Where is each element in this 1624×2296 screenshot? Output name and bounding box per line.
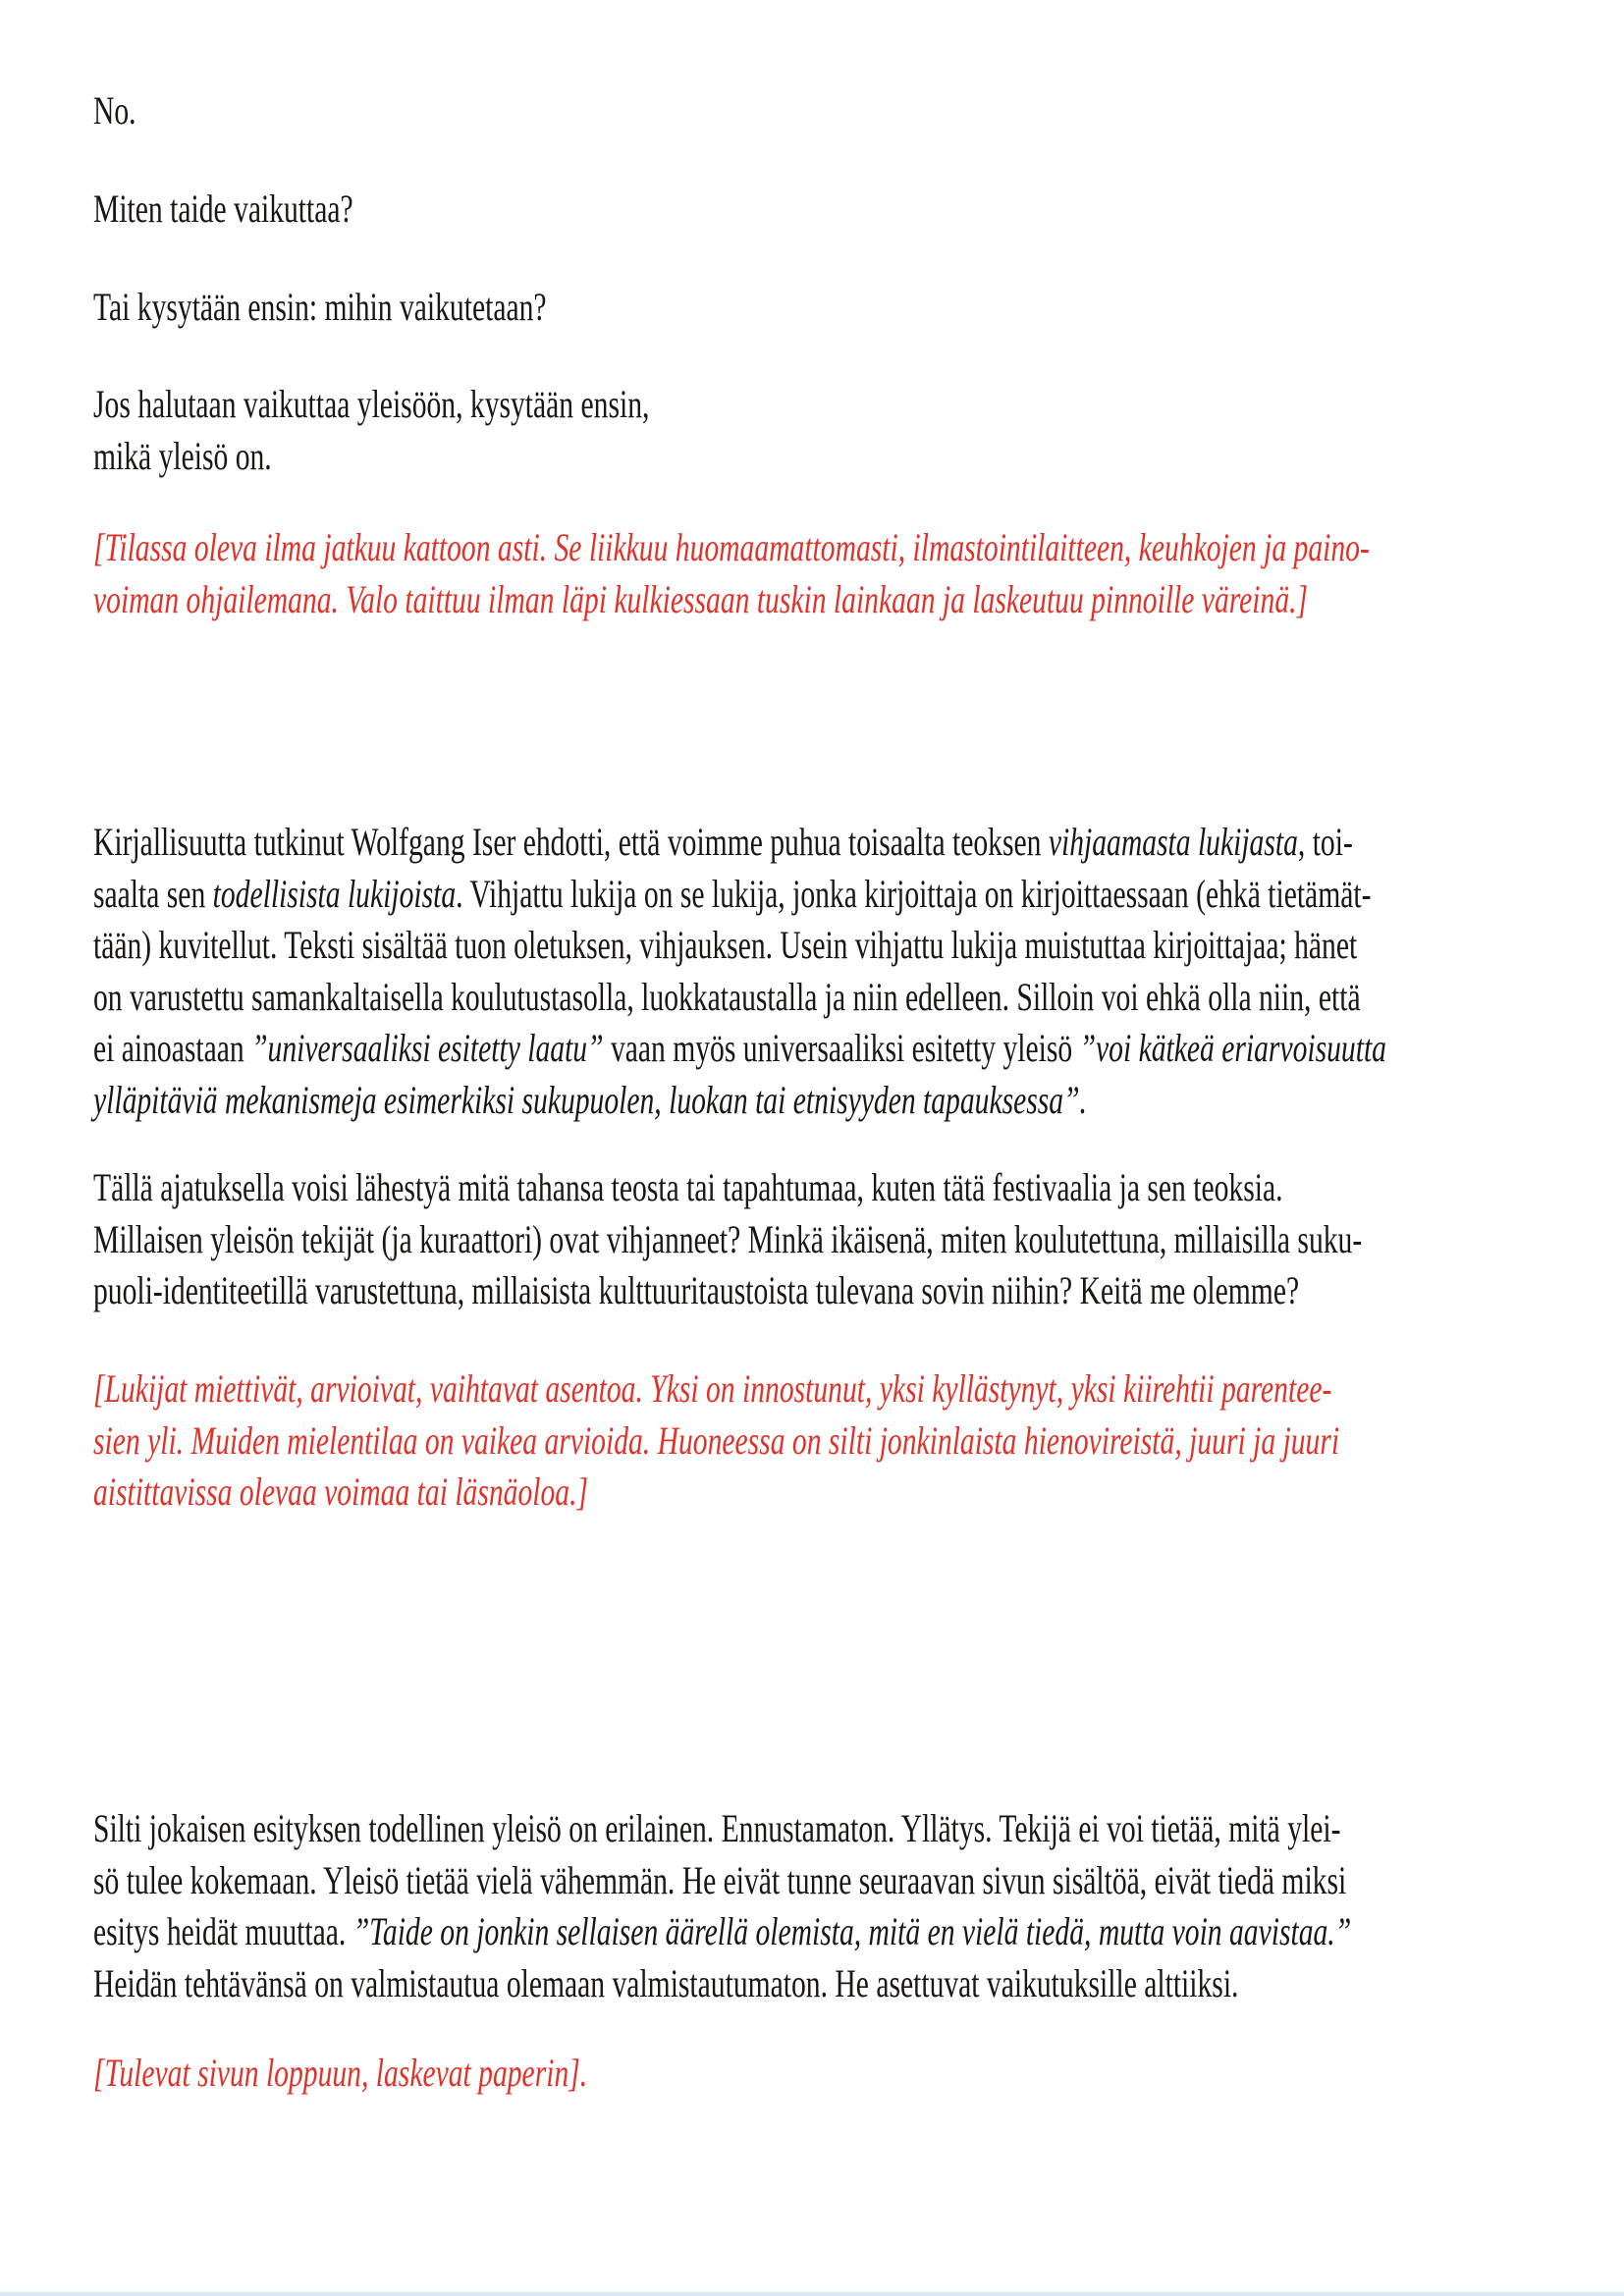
emphasized-text-run: sien yli. Muiden mielentilaa on vaikea arvioida. Huoneessa on silti jonkinlaista hienovireistä, juuri ja juuri: [93, 1417, 1340, 1463]
text-run: Millaisen yleisön tekijät (ja kuraattori) ovat vihjanneet? Minkä ikäisenä, miten koulutettuna, millaisilla suku-: [93, 1216, 1363, 1261]
text-run: Tai kysytään ensin: mihin vaikutetaan?: [93, 285, 547, 329]
text-run: No.: [93, 88, 136, 133]
text-run: saalta sen: [93, 871, 213, 916]
text-run: on varustettu samankaltaisella koulutustasolla, luokkataustalla ja niin edelleen. Silloin voi ehkä olla niin, että: [93, 974, 1361, 1019]
text-line: [93, 184, 353, 236]
text-run: Heidän tehtävänsä on valmistautua olemaan valmistautumaton. He asettuvat vaikutuksille alttiiksi.: [93, 1960, 1239, 2005]
text-line: [93, 1415, 1339, 1468]
text-line: [93, 1803, 1351, 1855]
text-line: [93, 817, 1386, 869]
text-line: [93, 379, 649, 431]
text-line: [93, 282, 547, 334]
text-line: [93, 1363, 1339, 1415]
text-line: [93, 1023, 1386, 1075]
text-line: [93, 522, 1370, 574]
text-run: Tällä ajatuksella voisi lähestyä mitä tahansa teosta tai tapahtumaa, kuten tätä festivaalia ja sen teoksia.: [93, 1165, 1283, 1209]
text-run: Jos halutaan vaikuttaa yleisöön, kysytään ensin,: [93, 382, 650, 426]
question-how-art-affects: [93, 184, 353, 236]
emphasized-text-run: ylläpitäviä mekanismeja esimerkiksi sukupuolen, luokan tai etnisyyden tapauksessa”.: [93, 1077, 1087, 1122]
text-line: [93, 1467, 1339, 1519]
emphasized-text-run: [Lukijat miettivät, arvioivat, vaihtavat asentoa. Yksi on innostunut, yksi kyllästynyt, yksi kiirehtii parentee-: [93, 1366, 1332, 1411]
text-line: [93, 431, 649, 483]
text-line: [93, 1162, 1362, 1214]
text-run: Kirjallisuutta tutkinut Wolfgang Iser ehdotti, että voimme puhua toisaalta teoksen: [93, 820, 1049, 864]
text-line: [93, 574, 1370, 626]
text-run: , toi-: [1297, 820, 1353, 864]
stage-direction-page-end: [93, 2048, 587, 2100]
stage-direction-readers: [93, 1363, 1339, 1519]
text-run: mikä yleisö on.: [93, 433, 272, 478]
text-run: puoli-identiteetillä varustettuna, millaisista kulttuuritaustoista tulevana sovin niihin? Keitä me olemme?: [93, 1268, 1300, 1312]
emphasized-text-run: [Tilassa oleva ilma jatkuu kattoon asti. Se liikkuu huomaamattomasti, ilmastointilaitteen, keuhkojen ja paino-: [93, 525, 1370, 569]
page-bottom-edge: [0, 2292, 1624, 2296]
emphasized-text-run: todellisista lukijoista: [212, 871, 457, 916]
emphasized-text-run: vihjaamasta lukijasta: [1048, 820, 1298, 864]
emphasized-text-run: ”voi kätkeä eriarvoisuutta: [1079, 1026, 1386, 1070]
emphasized-text-run: [Tulevat sivun loppuun, laskevat paperin].: [93, 2051, 588, 2095]
text-line: [93, 1958, 1351, 2010]
text-line: [93, 1214, 1362, 1266]
text-run: tään) kuvitellut. Teksti sisältää tuon oletuksen, vihjauksen. Usein vihjattu lukija muistuttaa kirjoittajaa; hänet: [93, 923, 1358, 967]
emphasized-text-run: ”universaaliksi esitetty laatu”: [251, 1026, 604, 1070]
text-run: ei ainoastaan: [93, 1026, 252, 1070]
stage-direction-air: [93, 522, 1370, 625]
paragraph-wolfgang-iser: [93, 817, 1386, 1126]
text-line: [93, 1075, 1386, 1127]
question-what-is-affected: [93, 282, 547, 334]
text-run: Miten taide vaikuttaa?: [93, 187, 353, 231]
emphasized-text-run: ”Taide on jonkin sellaisen äärellä olemista, mitä en vielä tiedä, mutta voin aavistaa.”: [352, 1909, 1352, 1953]
text-line: [93, 1265, 1362, 1317]
text-line: [93, 920, 1386, 972]
text-run: sö tulee kokemaan. Yleisö tietää vielä vähemmän. He eivät tunne seuraavan sivun sisältöä, eivät tiedä miksi: [93, 1857, 1347, 1902]
text-line: [93, 972, 1386, 1024]
intro-statement: [93, 379, 649, 482]
text-line: [93, 1906, 1351, 1958]
text-run: vaan myös universaaliksi esitetty yleisö: [603, 1026, 1080, 1070]
text-line: [93, 869, 1386, 921]
emphasized-text-run: voiman ohjailemana. Valo taittuu ilman läpi kulkiessaan tuskin lainkaan ja laskeutuu pinnoille väreinä.]: [93, 576, 1309, 621]
text-run: . Vihjattu lukija on se lukija, jonka kirjoittaja on kirjoittaessaan (ehkä tietämät-: [456, 871, 1372, 916]
text-line: [93, 1855, 1351, 1907]
paragraph-real-audience: [93, 1803, 1351, 2009]
paragraph-festival-audience: [93, 1162, 1362, 1317]
text-run: esitys heidät muuttaa.: [93, 1909, 353, 1953]
text-run: Silti jokaisen esityksen todellinen yleisö on erilainen. Ennustamaton. Yllätys. Tekijä ei voi tietää, mitä ylei-: [93, 1806, 1341, 1850]
emphasized-text-run: aistittavissa olevaa voimaa tai läsnäoloa.]: [93, 1469, 589, 1514]
opening-word: [93, 85, 136, 137]
text-line: [93, 85, 136, 137]
text-line: [93, 2048, 587, 2100]
